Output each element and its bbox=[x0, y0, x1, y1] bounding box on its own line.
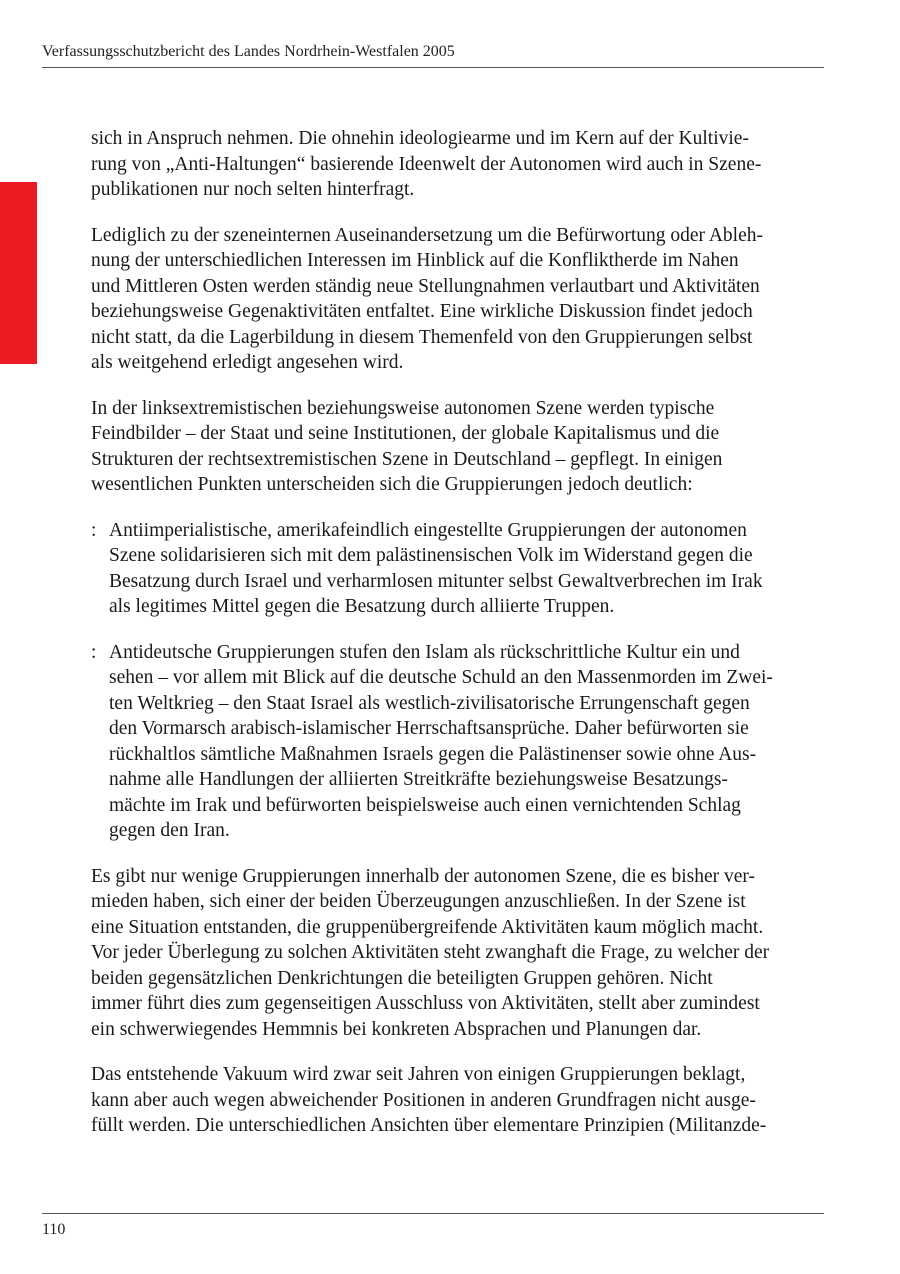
text-line: rung von „Anti-Haltungen“ basierende Ideenwelt der Autonomen wird auch in Szene- bbox=[91, 153, 762, 175]
text-line: eine Situation entstanden, die gruppenübergreifende Aktivitäten kaum möglich macht. bbox=[91, 916, 764, 938]
text-line: ein schwerwiegendes Hemmnis bei konkreten Absprachen und Planungen dar. bbox=[91, 1018, 702, 1040]
text-line: gegen den Iran. bbox=[109, 820, 230, 841]
text-line: immer führt dies zum gegenseitigen Ausschluss von Aktivitäten, stellt aber zumindest bbox=[91, 993, 760, 1014]
page-number: 110 bbox=[42, 1221, 66, 1238]
paragraph-2 bbox=[91, 223, 831, 376]
text-line: Lediglich zu der szeneinternen Auseinandersetzung um die Befürwortung oder Ableh- bbox=[91, 224, 763, 246]
text-line: Vor jeder Überlegung zu solchen Aktivitäten steht zwanghaft die Frage, zu welcher der bbox=[91, 942, 770, 963]
text-line: beziehungsweise Gegenaktivitäten entfaltet. Eine wirkliche Diskussion findet jedoch bbox=[91, 301, 753, 322]
text-line: und Mittleren Osten werden ständig neue Stellungnahmen verlautbart und Aktivitäten bbox=[91, 275, 760, 297]
text-line: als weitgehend erledigt angesehen wird. bbox=[91, 352, 404, 373]
text-line: sich in Anspruch nehmen. Die ohnehin ideologiearme und im Kern auf der Kultivie- bbox=[91, 128, 749, 149]
body-text bbox=[91, 126, 831, 1159]
chapter-marker bbox=[0, 182, 37, 364]
text-line: rückhaltlos sämtliche Maßnahmen Israels gegen die Palästinenser sowie ohne Aus- bbox=[109, 743, 757, 765]
text-line: In der linksextremistischen beziehungsweise autonomen Szene werden typische bbox=[91, 397, 715, 419]
text-line: mächte im Irak und befürworten beispielsweise auch einen vernichtenden Schlag bbox=[109, 794, 741, 816]
bullet-item-antiimperialist bbox=[91, 518, 831, 620]
text-line: nicht statt, da die Lagerbildung in diesem Themenfeld von den Gruppierungen selbst bbox=[91, 326, 753, 348]
text-line: Es gibt nur wenige Gruppierungen innerhalb der autonomen Szene, die es bisher ver- bbox=[91, 865, 756, 887]
text-line: sehen – vor allem mit Blick auf die deutsche Schuld an den Massenmorden im Zwei- bbox=[109, 667, 773, 688]
text-line: publikationen nur noch selten hinterfragt. bbox=[91, 179, 415, 200]
footer-rule bbox=[42, 1213, 824, 1214]
text-line: Szene solidarisieren sich mit dem palästinensischen Volk im Widerstand gegen die bbox=[109, 545, 753, 566]
text-line: den Vormarsch arabisch-islamischer Herrschaftsansprüche. Daher befürworten sie bbox=[109, 718, 749, 739]
text-line: Antiimperialistische, amerikafeindlich eingestellte Gruppierungen der autonomen bbox=[109, 519, 747, 541]
text-line: kann aber auch wegen abweichender Positionen in anderen Grundfragen nicht ausge- bbox=[91, 1089, 756, 1111]
text-line: Antideutsche Gruppierungen stufen den Islam als rückschrittliche Kultur ein und bbox=[109, 641, 740, 663]
text-line: nung der unterschiedlichen Interessen im Hinblick auf die Konfliktherde im Nahen bbox=[91, 250, 739, 271]
text-line: Feindbilder – der Staat und seine Institutionen, der globale Kapitalismus und die bbox=[91, 423, 720, 444]
paragraph-5 bbox=[91, 1062, 831, 1139]
text-line: füllt werden. Die unterschiedlichen Ansichten über elementare Prinzipien (Militanzde- bbox=[91, 1115, 767, 1136]
header-rule bbox=[42, 67, 824, 68]
bullet-marker: : bbox=[91, 641, 97, 663]
text-line: nahme alle Handlungen der alliierten Streitkräfte beziehungsweise Besatzungs- bbox=[109, 769, 728, 790]
text-line: Besatzung durch Israel und verharmlosen mitunter selbst Gewaltverbrechen im Irak bbox=[109, 570, 763, 592]
text-line: wesentlichen Punkten unterscheiden sich die Gruppierungen jedoch deutlich: bbox=[91, 474, 693, 495]
text-line: Strukturen der rechtsextremistischen Szene in Deutschland – gepflegt. In einigen bbox=[91, 448, 723, 470]
bullet-item-antideutsch bbox=[91, 640, 831, 844]
text-line: beiden gegensätzlichen Denkrichtungen die beteiligten Gruppen gehören. Nicht bbox=[91, 967, 713, 989]
paragraph-1 bbox=[91, 126, 831, 203]
text-line: als legitimes Mittel gegen die Besatzung durch alliierte Truppen. bbox=[109, 596, 615, 617]
text-line: ten Weltkrieg – den Staat Israel als westlich-zivilisatorische Errungenschaft gegen bbox=[109, 692, 750, 714]
text-line: Das entstehende Vakuum wird zwar seit Jahren von einigen Gruppierungen beklagt, bbox=[91, 1064, 746, 1085]
running-header: Verfassungsschutzbericht des Landes Nordrhein-Westfalen 2005 bbox=[42, 43, 455, 60]
bullet-marker: : bbox=[91, 519, 97, 541]
text-line: mieden haben, sich einer der beiden Überzeugungen anzuschließen. In der Szene ist bbox=[91, 891, 746, 912]
paragraph-4 bbox=[91, 864, 831, 1043]
paragraph-3 bbox=[91, 396, 831, 498]
